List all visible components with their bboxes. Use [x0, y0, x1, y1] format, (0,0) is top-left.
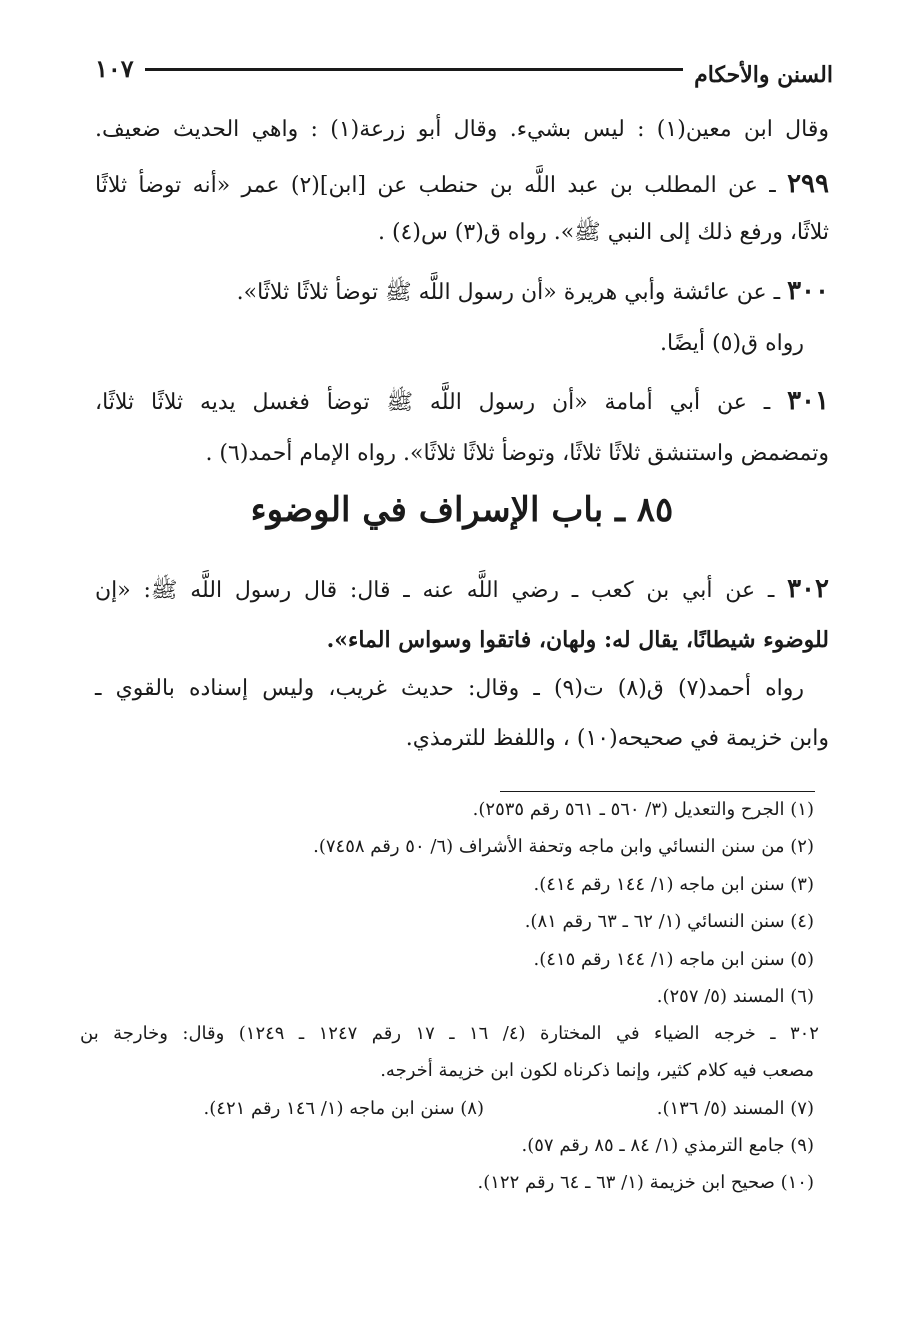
- hadith-301-text-1: ـ عن أبي أمامة «أن رسول اللَّه ﷺ توضأ فغسل يديه ثلاثًا ثلاثًا،: [95, 390, 771, 415]
- footnote-7: (٧) المسند (٥/ ١٣٦).: [656, 1098, 814, 1119]
- running-title: السنن والأحكام: [694, 62, 833, 88]
- hadith-302-line-4: وابن خزيمة في صحيحه(١٠) ، واللفظ للترمذي.: [405, 726, 829, 751]
- hadith-number-299: ٢٩٩: [787, 169, 829, 199]
- hadith-301-line-2: وتمضمض واستنشق ثلاثًا ثلاثًا، وتوضأ ثلاثًا ثلاثًا». رواه الإمام أحمد(٦) .: [205, 441, 829, 466]
- footnote-10: (١٠) صحيح ابن خزيمة (١/ ٦٣ ـ ٦٤ رقم ١٢٢).: [477, 1172, 814, 1193]
- hadith-300-line-1: [237, 276, 829, 308]
- footnote-9: (٩) جامع الترمذي (١/ ٨٤ ـ ٨٥ رقم ٥٧).: [521, 1135, 814, 1156]
- hadith-299-line-1: [95, 169, 829, 201]
- footnote-302-line-1: ٣٠٢ ـ خرجه الضياء في المختارة (٤/ ١٦ ـ ١٧ رقم ١٢٤٧ ـ ١٢٤٩) وقال: وخارجة بن: [80, 1023, 819, 1044]
- page-header: [95, 52, 833, 92]
- footnote-1: (١) الجرح والتعديل (٣/ ٥٦٠ ـ ٥٦١ رقم ٢٥٣٥).: [472, 799, 814, 820]
- footnote-302-line-2: مصعب فيه كلام كثير، وإنما ذكرناه لكون ابن خزيمة أخرجه.: [380, 1060, 814, 1081]
- footnote-8: (٨) سنن ابن ماجه (١/ ١٤٦ رقم ٤٢١).: [203, 1098, 484, 1119]
- hadith-number-301: ٣٠١: [787, 386, 829, 416]
- text-line-1: وقال ابن معين(١) : ليس بشيء. وقال أبو زرعة(١) : واهي الحديث ضعيف.: [95, 117, 829, 142]
- footnote-2: (٢) من سنن النسائي وابن ماجه وتحفة الأشراف (٦/ ٥٠ رقم ٧٤٥٨).: [313, 836, 814, 857]
- hadith-300-line-2: رواه ق(٥) أيضًا.: [660, 331, 804, 356]
- hadith-299-text-1: ـ عن المطلب بن عبد اللَّه بن حنطب عن [ابن](٢) عمر «أنه توضأ ثلاثًا: [95, 173, 776, 198]
- hadith-299-line-2: ثلاثًا، ورفع ذلك إلى النبي ﷺ». رواه ق(٣) س(٤) .: [377, 220, 829, 245]
- hadith-300-text-1: ـ عن عائشة وأبي هريرة «أن رسول اللَّه ﷺ توضأ ثلاثًا ثلاثًا».: [236, 280, 781, 305]
- footnote-3: (٣) سنن ابن ماجه (١/ ١٤٤ رقم ٤١٤).: [533, 874, 814, 895]
- hadith-302-text-1: ـ عن أبي بن كعب ـ رضي اللَّه عنه ـ قال: قال رسول اللَّه ﷺ: «إن: [95, 578, 775, 603]
- footnote-6: (٦) المسند (٥/ ٢٥٧).: [656, 986, 814, 1007]
- footnote-4: (٤) سنن النسائي (١/ ٦٢ ـ ٦٣ رقم ٨١).: [524, 911, 814, 932]
- chapter-heading: ٨٥ ـ باب الإسراف في الوضوء: [250, 490, 674, 530]
- hadith-301-line-1: [95, 386, 829, 418]
- hadith-number-300: ٣٠٠: [787, 276, 829, 306]
- header-rule: [145, 68, 683, 71]
- footnote-separator: [500, 791, 815, 792]
- hadith-302-line-3: رواه أحمد(٧) ق(٨) ت(٩) ـ وقال: حديث غريب، وليس إسناده بالقوي ـ: [95, 676, 804, 701]
- hadith-302-line-2: للوضوء شيطانًا، يقال له: ولهان، فاتقوا وسواس الماء».: [326, 627, 829, 653]
- page-number: ١٠٧: [95, 54, 134, 83]
- footnote-5: (٥) سنن ابن ماجه (١/ ١٤٤ رقم ٤١٥).: [533, 949, 814, 970]
- hadith-302-line-1: [95, 574, 829, 606]
- hadith-number-302: ٣٠٢: [787, 574, 829, 604]
